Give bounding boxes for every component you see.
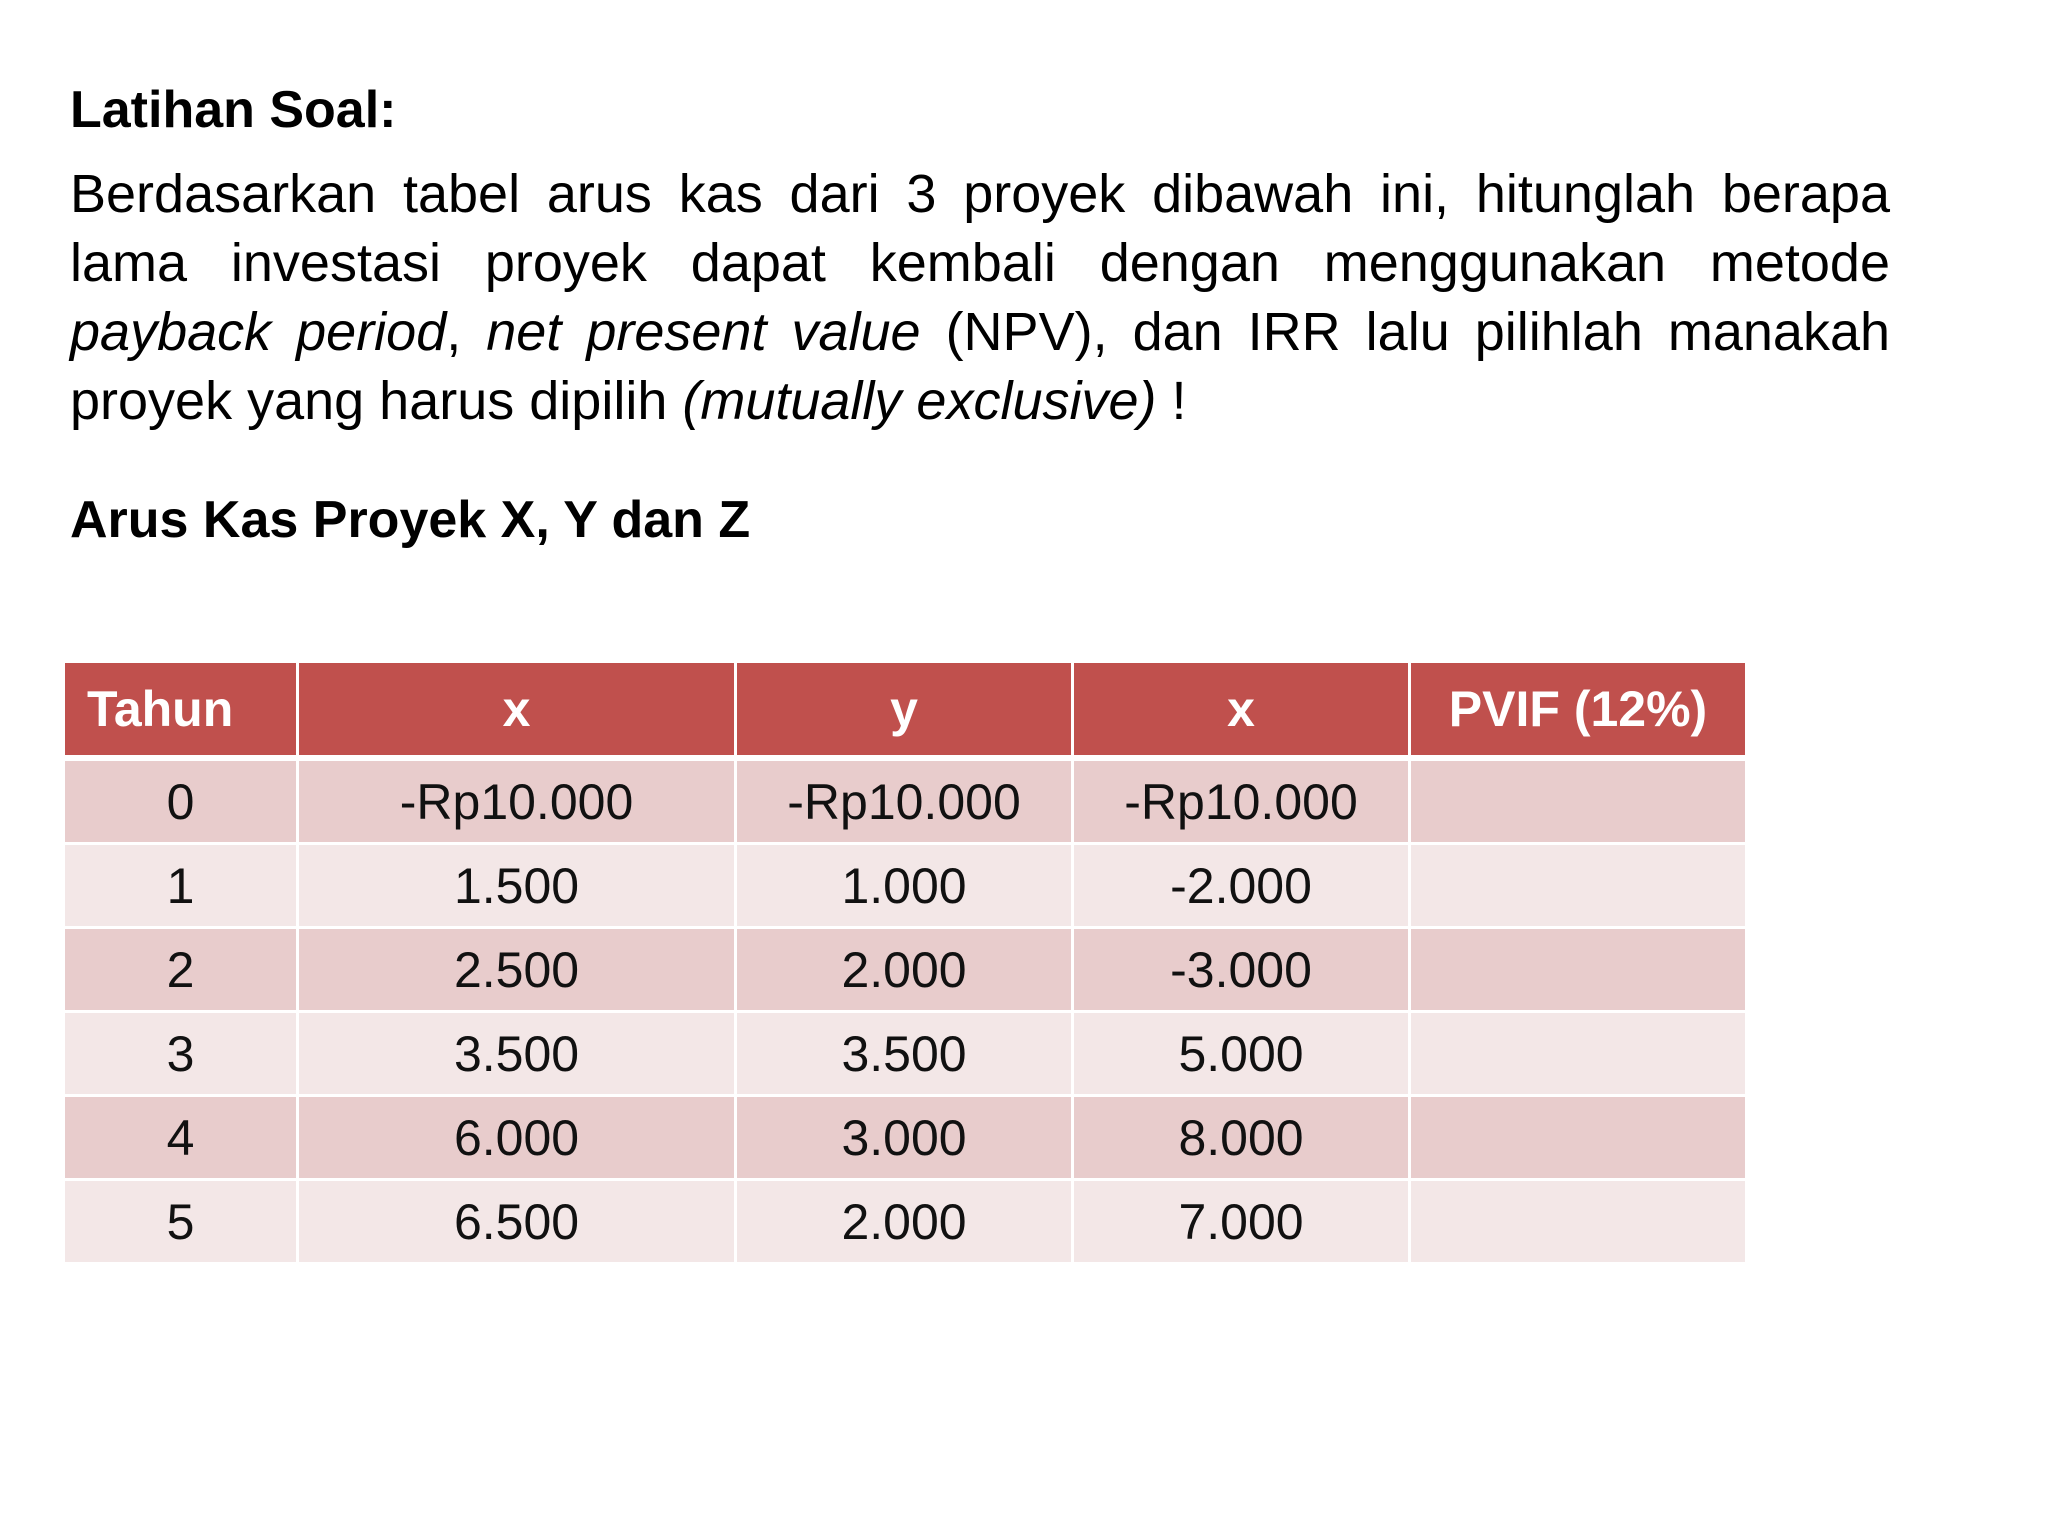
cell-tahun: 5: [64, 1180, 298, 1264]
cell-project-x2: -Rp10.000: [1073, 758, 1410, 844]
paragraph-text-3: (NPV), dan IRR lalu pilihlah manakah proyek yang harus dipilih: [70, 302, 1891, 431]
header-project-x: x: [298, 662, 736, 759]
cell-project-x: 1.500: [298, 844, 736, 928]
cell-pvif: [1410, 1096, 1747, 1180]
cell-project-x: 2.500: [298, 928, 736, 1012]
cell-pvif: [1410, 1180, 1747, 1264]
cell-tahun: 4: [64, 1096, 298, 1180]
cell-project-x2: 7.000: [1073, 1180, 1410, 1264]
cell-pvif: [1410, 844, 1747, 928]
cell-project-x2: -3.000: [1073, 928, 1410, 1012]
cell-tahun: 1: [64, 844, 298, 928]
table-header-row: [64, 662, 1747, 759]
cell-project-x2: 8.000: [1073, 1096, 1410, 1180]
cell-tahun: 0: [64, 758, 298, 844]
table-row: [64, 1012, 1747, 1096]
table-row: [64, 758, 1747, 844]
cell-project-x: -Rp10.000: [298, 758, 736, 844]
cell-project-y: 3.500: [736, 1012, 1073, 1096]
cell-project-y: 3.000: [736, 1096, 1073, 1180]
cell-project-y: 2.000: [736, 928, 1073, 1012]
cell-project-y: 1.000: [736, 844, 1073, 928]
paragraph-text-2: ,: [446, 302, 487, 362]
paragraph-italic-npv: net present value: [486, 302, 921, 362]
cell-project-x2: -2.000: [1073, 844, 1410, 928]
cell-project-x: 3.500: [298, 1012, 736, 1096]
table-row: [64, 1096, 1747, 1180]
cell-pvif: [1410, 928, 1747, 1012]
header-project-y: y: [736, 662, 1073, 759]
table-row: [64, 1180, 1747, 1264]
header-pvif: PVIF (12%): [1410, 662, 1747, 759]
cell-pvif: [1410, 758, 1747, 844]
cell-project-x: 6.000: [298, 1096, 736, 1180]
cell-pvif: [1410, 1012, 1747, 1096]
cell-tahun: 3: [64, 1012, 298, 1096]
page-title: Latihan Soal:: [70, 81, 397, 139]
paragraph-italic-mutually-exclusive: (mutually exclusive): [682, 371, 1157, 431]
cell-project-y: -Rp10.000: [736, 758, 1073, 844]
paragraph-text-1: Berdasarkan tabel arus kas dari 3 proyek dibawah ini, hitunglah berapa lama investasi proyek dapat kembali dengan menggunakan metode: [70, 164, 1890, 293]
table-row: [64, 928, 1747, 1012]
table-title: Arus Kas Proyek X, Y dan Z: [70, 491, 751, 549]
cell-project-y: 2.000: [736, 1180, 1073, 1264]
header-tahun: Tahun: [64, 662, 298, 759]
cell-project-x: 6.500: [298, 1180, 736, 1264]
cash-flow-table: [62, 660, 1748, 1265]
cell-tahun: 2: [64, 928, 298, 1012]
paragraph-text-4: !: [1156, 371, 1187, 431]
paragraph-italic-payback: payback period: [70, 302, 447, 362]
header-project-x2: x: [1073, 662, 1410, 759]
cell-project-x2: 5.000: [1073, 1012, 1410, 1096]
question-paragraph: [70, 160, 1890, 436]
table-row: [64, 844, 1747, 928]
